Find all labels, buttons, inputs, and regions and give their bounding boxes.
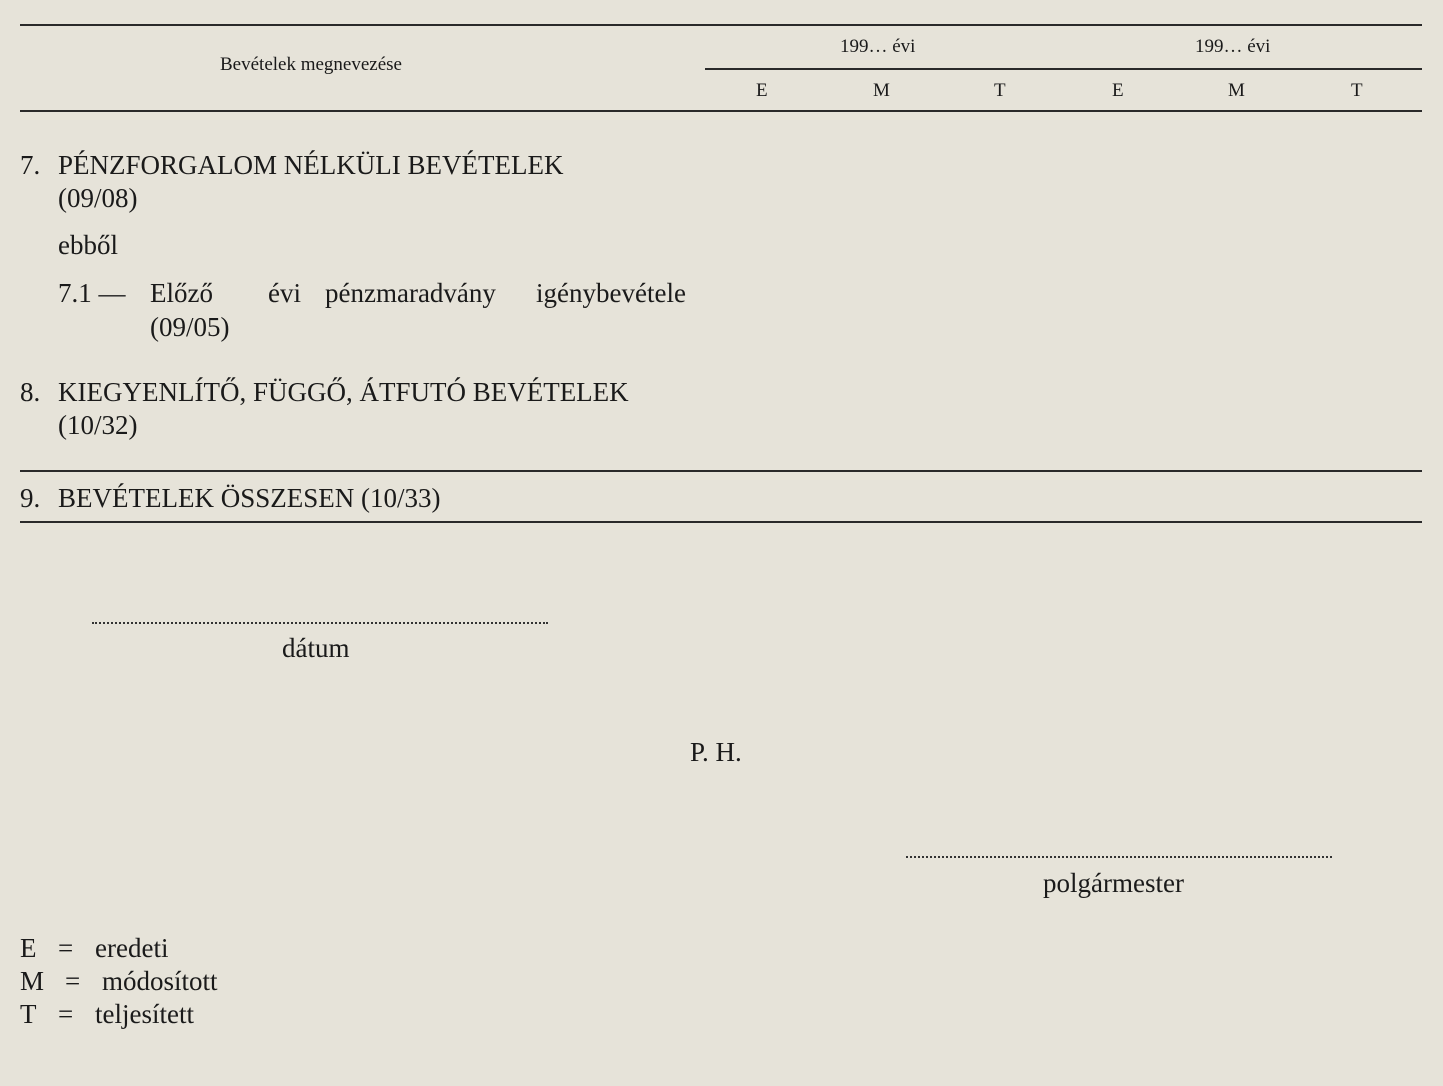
legend-e-eq: =: [58, 933, 74, 963]
total-bottom-rule: [20, 521, 1422, 523]
ebbol-label: ebből: [58, 230, 118, 260]
legend-m-key: M: [20, 966, 45, 996]
column-header-t-1: T: [994, 80, 1006, 101]
item-71-word-4: igénybevétele: [536, 278, 686, 308]
item-71-code: (09/05): [150, 312, 230, 342]
column-header-name: Bevételek megnevezése: [220, 54, 402, 75]
legend-e-key: E: [20, 933, 37, 963]
item-71-word-3: pénzmaradvány: [325, 278, 496, 308]
item-71-prefix: 7.1 —: [58, 278, 126, 308]
header-bottom-rule: [20, 110, 1422, 112]
legend-e-value: eredeti: [95, 933, 169, 963]
item-71-word-2: évi: [268, 278, 301, 308]
legend-t-eq: =: [58, 999, 74, 1029]
item-9-number: 9.: [20, 483, 41, 513]
mayor-dotted-line: [906, 856, 1332, 858]
header-top-rule: [20, 24, 1422, 26]
mayor-label: polgármester: [1043, 868, 1184, 898]
total-top-rule: [20, 470, 1422, 472]
column-header-e-1: E: [756, 80, 768, 101]
date-dotted-line: [92, 622, 548, 624]
stamp-label: P. H.: [690, 737, 742, 767]
column-header-m-2: M: [1228, 80, 1245, 101]
item-7-title: PÉNZFORGALOM NÉLKÜLI BEVÉTELEK: [58, 150, 564, 180]
column-header-t-2: T: [1351, 80, 1363, 101]
column-header-e-2: E: [1112, 80, 1124, 101]
item-7-code: (09/08): [58, 183, 138, 213]
column-header-year-1: 199… évi: [840, 36, 916, 57]
legend-m-value: módosított: [102, 966, 218, 996]
date-label: dátum: [282, 633, 350, 663]
legend-t-value: teljesített: [95, 999, 194, 1029]
item-8-code: (10/32): [58, 410, 138, 440]
header-mid-rule: [705, 68, 1422, 70]
item-9-title: BEVÉTELEK ÖSSZESEN (10/33): [58, 483, 441, 513]
item-71-word-1: Előző: [150, 278, 213, 308]
item-8-title: KIEGYENLÍTŐ, FÜGGŐ, ÁTFUTÓ BEVÉTELEK: [58, 377, 629, 407]
legend-m-eq: =: [65, 966, 81, 996]
column-header-year-2: 199… évi: [1195, 36, 1271, 57]
legend-t-key: T: [20, 999, 37, 1029]
item-7-number: 7.: [20, 150, 41, 180]
item-8-number: 8.: [20, 377, 41, 407]
column-header-m-1: M: [873, 80, 890, 101]
